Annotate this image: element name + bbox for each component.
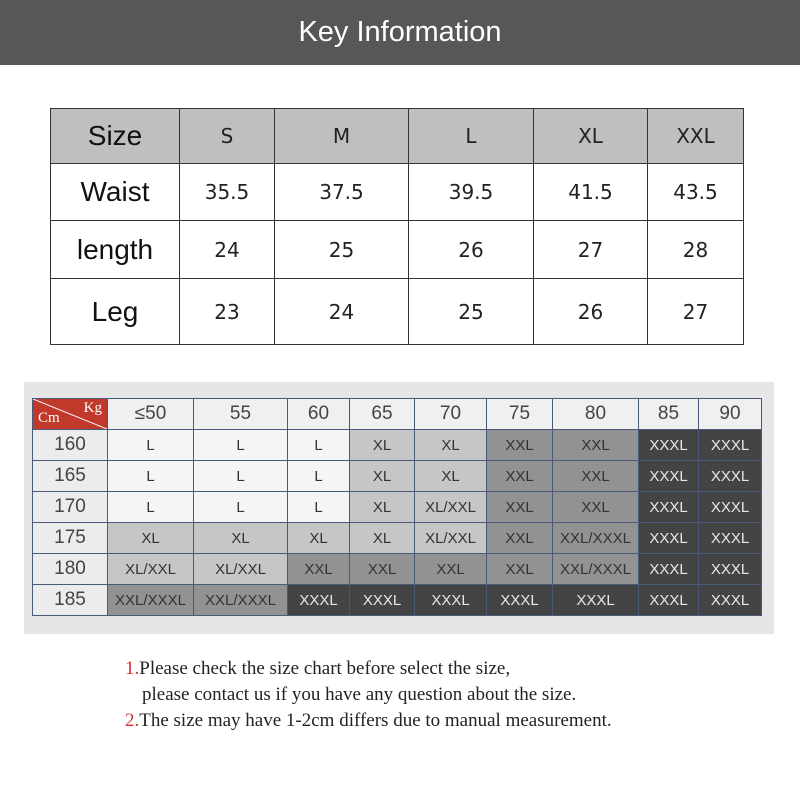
size-recommendation-cell: L: [108, 461, 194, 492]
table-cell: 28: [648, 221, 744, 279]
size-xxl-header: XXL: [648, 109, 744, 164]
size-recommendation-cell: XL: [415, 461, 487, 492]
note-text: Please check the size chart before select the size,: [139, 658, 511, 679]
row-label: Leg: [51, 279, 180, 345]
size-recommendation-cell: XXXL: [699, 461, 762, 492]
size-recommendation-cell: XXXL: [699, 492, 762, 523]
height-row-header: 180: [33, 554, 108, 585]
size-recommendation-cell: XXXL: [639, 430, 699, 461]
size-recommendation-cell: XXXL: [639, 523, 699, 554]
size-recommendation-cell: XXXL: [699, 585, 762, 616]
size-recommendation-cell: XXL: [350, 554, 415, 585]
weight-column-header: 75: [487, 399, 553, 430]
size-recommendation-cell: XXXL: [699, 523, 762, 554]
table-cell: 23: [180, 279, 275, 345]
size-recommendation-cell: XL: [415, 430, 487, 461]
size-recommendation-cell: XXL: [415, 554, 487, 585]
weight-column-header: 70: [415, 399, 487, 430]
note-number: 1.: [125, 658, 140, 679]
size-recommendation-cell: XXL: [553, 461, 639, 492]
size-recommendation-cell: XXL/XXXL: [553, 523, 639, 554]
note-text: The size may have 1-2cm differs due to manual measurement.: [139, 710, 612, 731]
size-s-header: S: [180, 109, 275, 164]
size-recommendation-cell: L: [108, 430, 194, 461]
table-cell: 25: [275, 221, 409, 279]
size-recommendation-cell: XXL: [487, 554, 553, 585]
size-recommendation-cell: XL/XXL: [194, 554, 288, 585]
table-cell: 35.5: [180, 164, 275, 221]
chart-row: [33, 461, 762, 492]
size-recommendation-cell: XXXL: [487, 585, 553, 616]
table-cell: 25: [409, 279, 534, 345]
size-recommendation-cell: XXXL: [699, 554, 762, 585]
size-recommendation-cell: XXXL: [639, 461, 699, 492]
height-row-header: 160: [33, 430, 108, 461]
weight-column-header: 55: [194, 399, 288, 430]
note-2: [125, 708, 765, 734]
size-recommendation-cell: XL: [194, 523, 288, 554]
length-row: [51, 221, 744, 279]
size-recommendation-cell: XXL/XXXL: [108, 585, 194, 616]
note-1-continuation: please contact us if you have any question about the size.: [142, 684, 577, 705]
weight-column-header: 60: [288, 399, 350, 430]
note-number: 2.: [125, 710, 140, 731]
size-recommendation-cell: XXL: [288, 554, 350, 585]
size-recommendation-cell: XXXL: [639, 585, 699, 616]
size-recommendation-cell: L: [194, 430, 288, 461]
table-cell: 26: [409, 221, 534, 279]
size-recommendation-cell: XL/XXL: [415, 492, 487, 523]
header-bar: [0, 0, 800, 65]
unit-corner-cell: [33, 399, 108, 430]
weight-column-header: 85: [639, 399, 699, 430]
size-l-header: L: [409, 109, 534, 164]
size-recommendation-cell: XXL/XXXL: [194, 585, 288, 616]
row-label: Waist: [51, 164, 180, 221]
size-table: [50, 108, 744, 345]
size-recommendation-cell: L: [288, 430, 350, 461]
size-recommendation-cell: XXL: [487, 523, 553, 554]
size-recommendation-cell: XXXL: [415, 585, 487, 616]
size-recommendation-cell: XXXL: [639, 492, 699, 523]
page-title: Key Information: [298, 16, 502, 48]
table-cell: 27: [648, 279, 744, 345]
size-recommendation-cell: XL/XXL: [108, 554, 194, 585]
chart-row: [33, 585, 762, 616]
height-unit-label: Cm: [38, 410, 60, 426]
size-recommendation-cell: XXXL: [639, 554, 699, 585]
size-recommendation-cell: L: [288, 461, 350, 492]
table-cell: 39.5: [409, 164, 534, 221]
size-recommendation-cell: XXXL: [699, 430, 762, 461]
size-notes: [125, 656, 765, 734]
weight-height-chart: [32, 398, 762, 616]
size-recommendation-cell: L: [288, 492, 350, 523]
chart-row: [33, 554, 762, 585]
leg-row: [51, 279, 744, 345]
size-recommendation-cell: XXXL: [350, 585, 415, 616]
chart-row: [33, 492, 762, 523]
size-recommendation-cell: XL: [350, 430, 415, 461]
size-recommendation-cell: XXL: [553, 430, 639, 461]
weight-column-header: 80: [553, 399, 639, 430]
row-label: length: [51, 221, 180, 279]
size-recommendation-cell: XL: [350, 492, 415, 523]
table-cell: 27: [534, 221, 648, 279]
height-row-header: 170: [33, 492, 108, 523]
size-recommendation-cell: L: [194, 461, 288, 492]
chart-row: [33, 430, 762, 461]
size-recommendation-cell: XXL: [487, 461, 553, 492]
size-recommendation-cell: XXL: [487, 492, 553, 523]
height-row-header: 185: [33, 585, 108, 616]
table-cell: 24: [180, 221, 275, 279]
note-1: [125, 656, 765, 682]
size-recommendation-cell: XL: [350, 461, 415, 492]
table-cell: 26: [534, 279, 648, 345]
weight-unit-label: Kg: [83, 400, 102, 416]
size-recommendation-cell: XXL/XXXL: [553, 554, 639, 585]
chart-row: [33, 523, 762, 554]
weight-column-header: 65: [350, 399, 415, 430]
size-column-header: Size: [51, 109, 180, 164]
weight-column-header: ≤50: [108, 399, 194, 430]
height-row-header: 175: [33, 523, 108, 554]
size-recommendation-cell: XL/XXL: [415, 523, 487, 554]
table-cell: 41.5: [534, 164, 648, 221]
size-m-header: M: [275, 109, 409, 164]
weight-header-row: [33, 399, 762, 430]
size-recommendation-cell: XXXL: [553, 585, 639, 616]
waist-row: [51, 164, 744, 221]
size-recommendation-cell: XXXL: [288, 585, 350, 616]
table-cell: 37.5: [275, 164, 409, 221]
table-cell: 24: [275, 279, 409, 345]
size-recommendation-cell: XL: [288, 523, 350, 554]
size-recommendation-cell: XXL: [553, 492, 639, 523]
size-recommendation-cell: L: [194, 492, 288, 523]
size-recommendation-cell: XL: [350, 523, 415, 554]
size-xl-header: XL: [534, 109, 648, 164]
height-row-header: 165: [33, 461, 108, 492]
table-cell: 43.5: [648, 164, 744, 221]
size-table-header-row: [51, 109, 744, 164]
size-recommendation-cell: L: [108, 492, 194, 523]
size-recommendation-cell: XXL: [487, 430, 553, 461]
weight-column-header: 90: [699, 399, 762, 430]
size-recommendation-cell: XL: [108, 523, 194, 554]
